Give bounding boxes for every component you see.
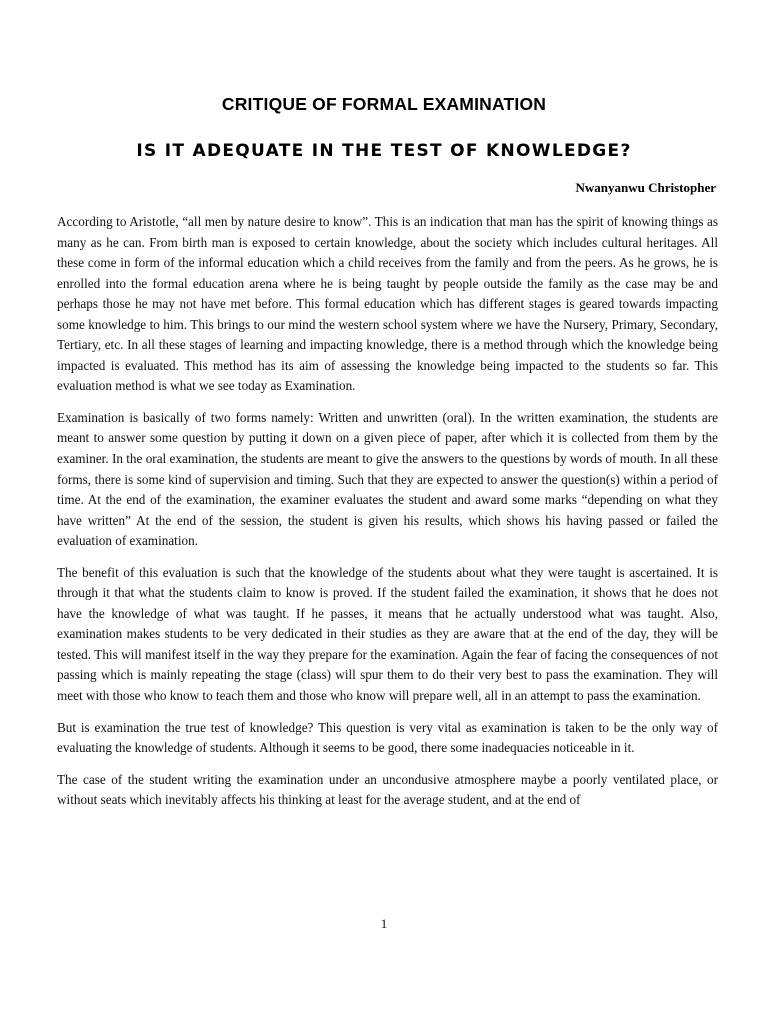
page-number: 1 xyxy=(380,916,388,931)
author-name: Nwanyanwu Christopher xyxy=(575,180,716,195)
paragraph-3: The benefit of this evaluation is such that the knowledge of the students about what they were taught is ascertained. It is through it that what the students claim to know is proved. If the student failed the examination, it shows that he does not have the knowledge of what was taught. If he passes, it means that he actually understood what was taught. Also, examination makes students to be very dedicated in their studies as they are aware that at the end of the day, they will be tested. This will manifest itself in the way they prepare for the examination. Again the fear of facing the consequences of not passing which is mainly repeating the stage (class) will spur them to do their very best to pass the examination. They will meet with those who know to teach them and those who know will prepare well, all in an attempt to pass the examination. xyxy=(57,564,718,704)
paragraph-1: According to Aristotle, “all men by nature desire to know”. This is an indication that man has the spirit of knowing things as many as he can. From birth man is exposed to certain knowledge, about the society which includes cultural heritages. All these come in form of the informal education which a child receives from the family and from the peers. As he grows, he is enrolled into the formal education arena where he is being taught by people outside the family as the case may be and perhaps those he may not have met before. This formal education which has different stages is geared towards impacting some knowledge to him. This brings to our mind the western school system where we have the Nursery, Primary, Secondary, Tertiary, etc. In all these stages of learning and impacting knowledge, there is a method through which the knowledge being impacted is evaluated. This method has its aim of assessing the knowledge being impacted to the students so far. This evaluation method is what we see today as Examination. xyxy=(57,214,718,394)
paragraph-4: But is examination the true test of knowledge? This question is very vital as examination is taken to be the only way of evaluating the knowledge of students. Although it seems to be good, there some inadequacies noticeable in it. xyxy=(57,719,718,756)
document-body xyxy=(57,212,718,822)
document-title: CRITIQUE OF FORMAL EXAMINATION xyxy=(221,94,547,114)
paragraph-5: The case of the student writing the examination under an uncondusive atmosphere maybe a poorly ventilated place, or without seats which inevitably affects his thinking at least for the average student, and at the end of xyxy=(57,771,718,808)
paragraph-2: Examination is basically of two forms namely: Written and unwritten (oral). In the written examination, the students are meant to answer some question by putting it down on a given piece of paper, after which it is collected from them by the examiner. In the oral examination, the students are meant to give the answers to the questions by words of mouth. In all these forms, there is some kind of supervision and timing. Such that they are expected to answer the question(s) within a period of time. At the end of the examination, the examiner evaluates the student and award some marks “depending on what they have written” At the end of the session, the student is given his results, which shows his having passed or failed the evaluation of examination. xyxy=(57,409,718,549)
document-subtitle: IS IT ADEQUATE IN THE TEST OF KNOWLEDGE? xyxy=(136,141,632,161)
